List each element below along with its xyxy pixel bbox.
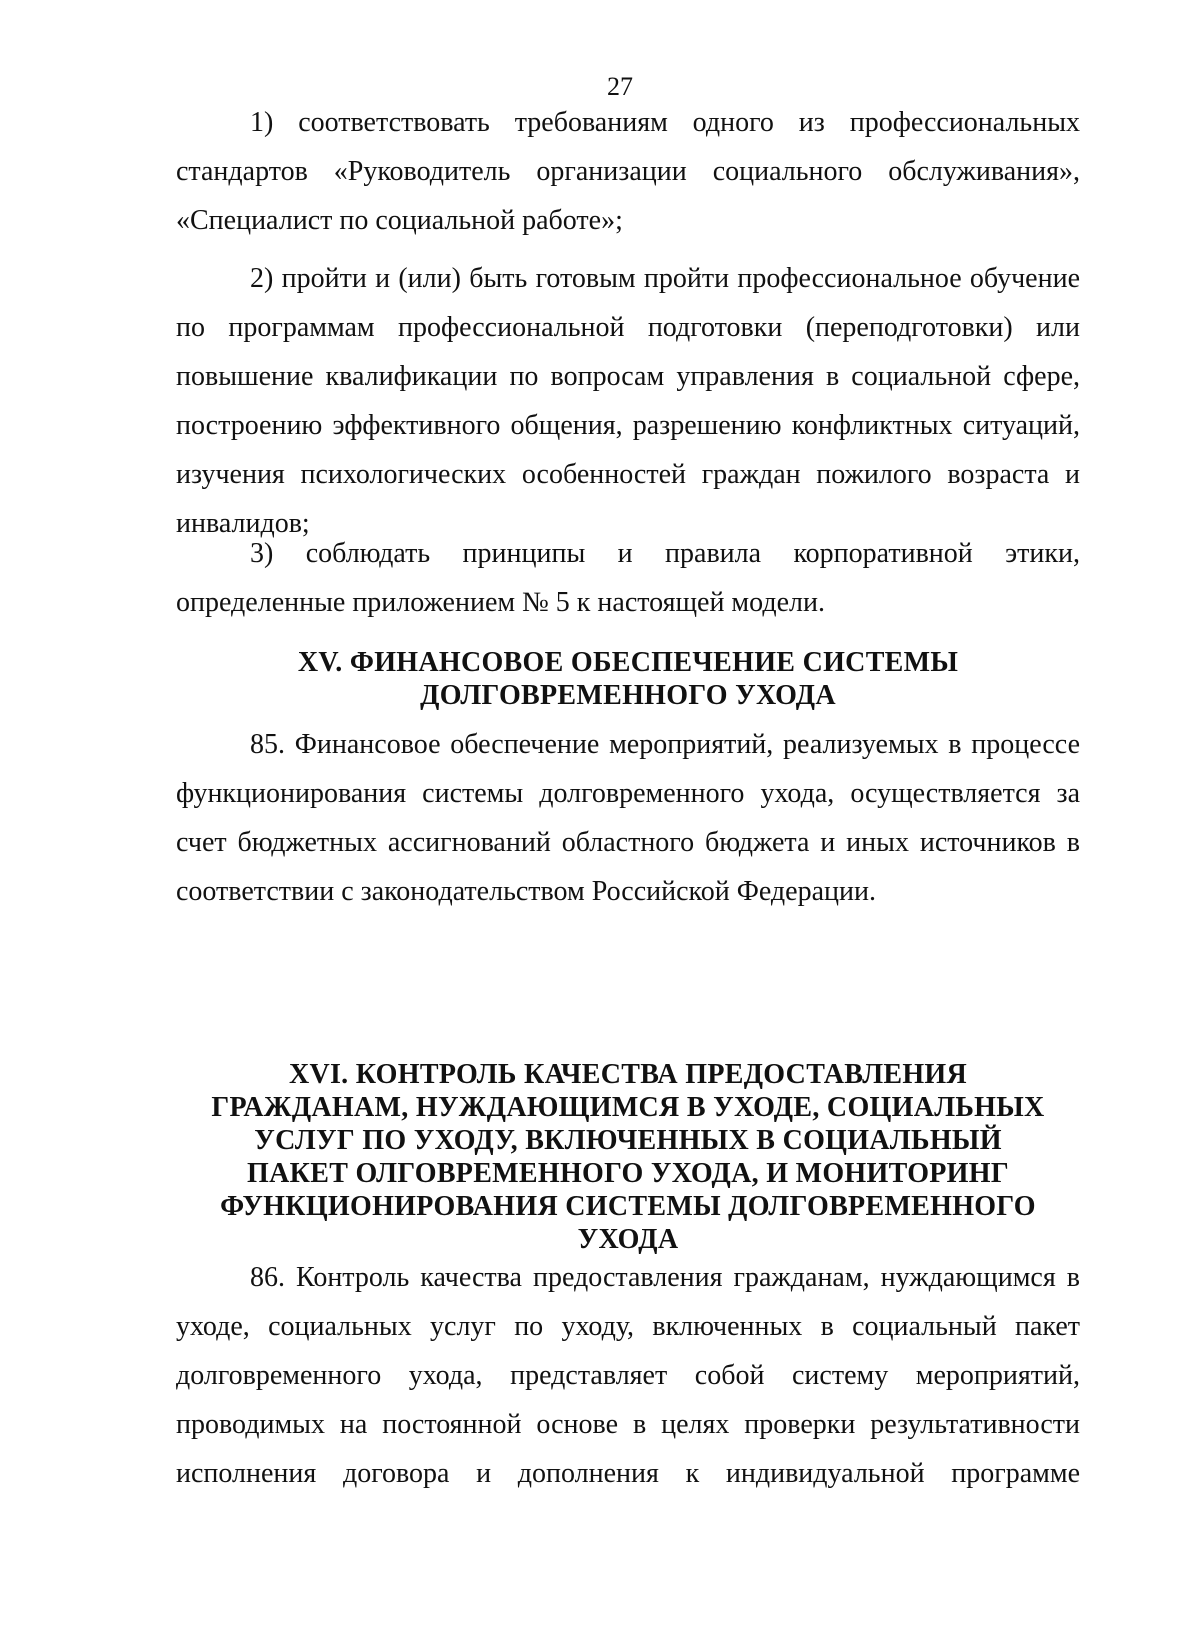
section-16-heading-line: ФУНКЦИОНИРОВАНИЯ СИСТЕМЫ ДОЛГОВРЕМЕННОГО bbox=[220, 1191, 1036, 1222]
section-15-heading-line: ДОЛГОВРЕМЕННОГО УХОДА bbox=[420, 680, 836, 711]
paragraph-86: 86. Контроль качества предоставления гражданам, нуждающимся в уходе, социальных услуг по уходу, включенных в социальный пакет долговременного ухода, представляет собой систему мероприятий, проводимых на постоянной основе в целях проверки результативности исполнения договора и дополнения к индивидуальной программе bbox=[176, 1262, 1080, 1489]
page-number: 27 bbox=[607, 72, 633, 101]
list-item-1: 1) соответствовать требованиям одного из профессиональных стандартов «Руководитель организации социального обслуживания», «Специалист по социальной работе»; bbox=[176, 107, 1080, 236]
list-item-2: 2) пройти и (или) быть готовым пройти профессиональное обучение по программам профессиональной подготовки (переподготовки) или повышение квалификации по вопросам управления в социальной сфере, построению эффективного общения, разрешению конфликтных ситуаций, изучения психологических особенностей граждан пожилого возраста и инвалидов; bbox=[176, 263, 1080, 539]
paragraph-85: 85. Финансовое обеспечение мероприятий, реализуемых в процессе функционирования системы долговременного ухода, осуществляется за счет бюджетных ассигнований областного бюджета и иных источников в соответствии с законодательством Российской Федерации. bbox=[176, 729, 1080, 907]
list-item-3: 3) соблюдать принципы и правила корпоративной этики, определенные приложением № 5 к настоящей модели. bbox=[176, 538, 1080, 618]
section-16-heading-line: УХОДА bbox=[577, 1224, 679, 1255]
section-15-heading bbox=[176, 646, 1080, 712]
section-15-heading-line: XV. ФИНАНСОВОЕ ОБЕСПЕЧЕНИЕ СИСТЕМЫ bbox=[297, 647, 959, 678]
section-16-heading-line: ПАКЕТ ОЛГОВРЕМЕННОГО УХОДА, И МОНИТОРИНГ bbox=[247, 1158, 1009, 1189]
section-16-heading-line: ГРАЖДАНАМ, НУЖДАЮЩИМСЯ В УХОДЕ, СОЦИАЛЬНЫХ bbox=[211, 1092, 1045, 1123]
section-16-heading-line: XVI. КОНТРОЛЬ КАЧЕСТВА ПРЕДОСТАВЛЕНИЯ bbox=[288, 1059, 968, 1090]
section-16-heading bbox=[176, 1058, 1080, 1256]
section-16-heading-line: УСЛУГ ПО УХОДУ, ВКЛЮЧЕННЫХ В СОЦИАЛЬНЫЙ bbox=[254, 1125, 1002, 1156]
